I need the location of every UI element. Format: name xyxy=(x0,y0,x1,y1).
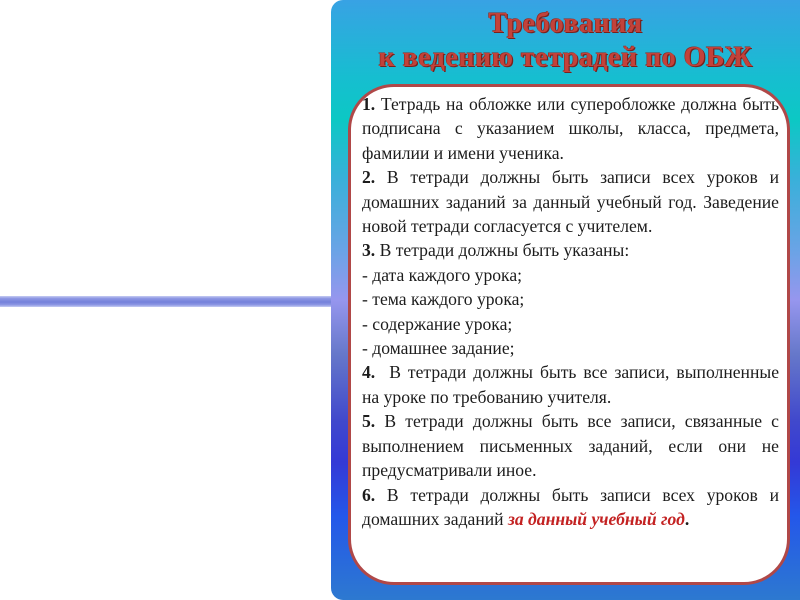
slide-title xyxy=(331,7,800,75)
item-5-number: 5. xyxy=(362,411,376,432)
requirement-item-6 xyxy=(362,483,779,532)
requirement-item-1 xyxy=(362,92,779,165)
item-6-text: В тетради должны быть записи всех уроков и домашних заданий xyxy=(362,484,779,529)
item-6-period: . xyxy=(684,508,690,529)
item-3-text: В тетради должны быть указаны: xyxy=(379,240,630,261)
item-3-number: 3. xyxy=(362,240,376,261)
item-4-number: 4. xyxy=(362,362,376,383)
item-3-subitem-date: - дата каждого урока; xyxy=(362,264,523,285)
requirement-item-2 xyxy=(362,165,779,238)
divider-bar xyxy=(0,296,340,307)
requirements-box xyxy=(348,84,790,585)
requirement-item-4 xyxy=(362,360,779,409)
item-3-subitem-topic: - тема каждого урока; xyxy=(362,289,525,310)
item-2-text: В тетради должны быть записи всех уроков и домашних заданий за данный учебный год. Заведение новой тетради согласуется с учителем. xyxy=(362,167,779,237)
item-1-number: 1. xyxy=(362,94,376,114)
item-3-subitem-homework: - домашнее задание; xyxy=(362,338,515,359)
item-1-text: Тетрадь на обложке или суперобложке должна быть подписана с указанием школы, класса, предмета, фамилии и имени ученика. xyxy=(362,94,779,163)
item-6-highlight: за данный учебный год xyxy=(507,508,685,529)
item-3-subitem-content: - содержание урока; xyxy=(362,313,513,334)
item-5-text: В тетради должны быть все записи, связанные с выполнением письменных заданий, если они не предусматривали иное. xyxy=(362,411,779,481)
requirement-item-5 xyxy=(362,409,779,482)
slide-title-line1: Требования xyxy=(488,8,643,39)
item-6-number: 6. xyxy=(362,484,376,505)
requirement-item-3 xyxy=(362,238,779,262)
content-panel xyxy=(331,0,800,600)
slide-title-line2: к ведению тетрадей по ОБЖ xyxy=(378,42,753,73)
item-2-number: 2. xyxy=(362,167,376,188)
item-4-text: В тетради должны быть все записи, выполненные на уроке по требованию учителя. xyxy=(362,362,780,407)
